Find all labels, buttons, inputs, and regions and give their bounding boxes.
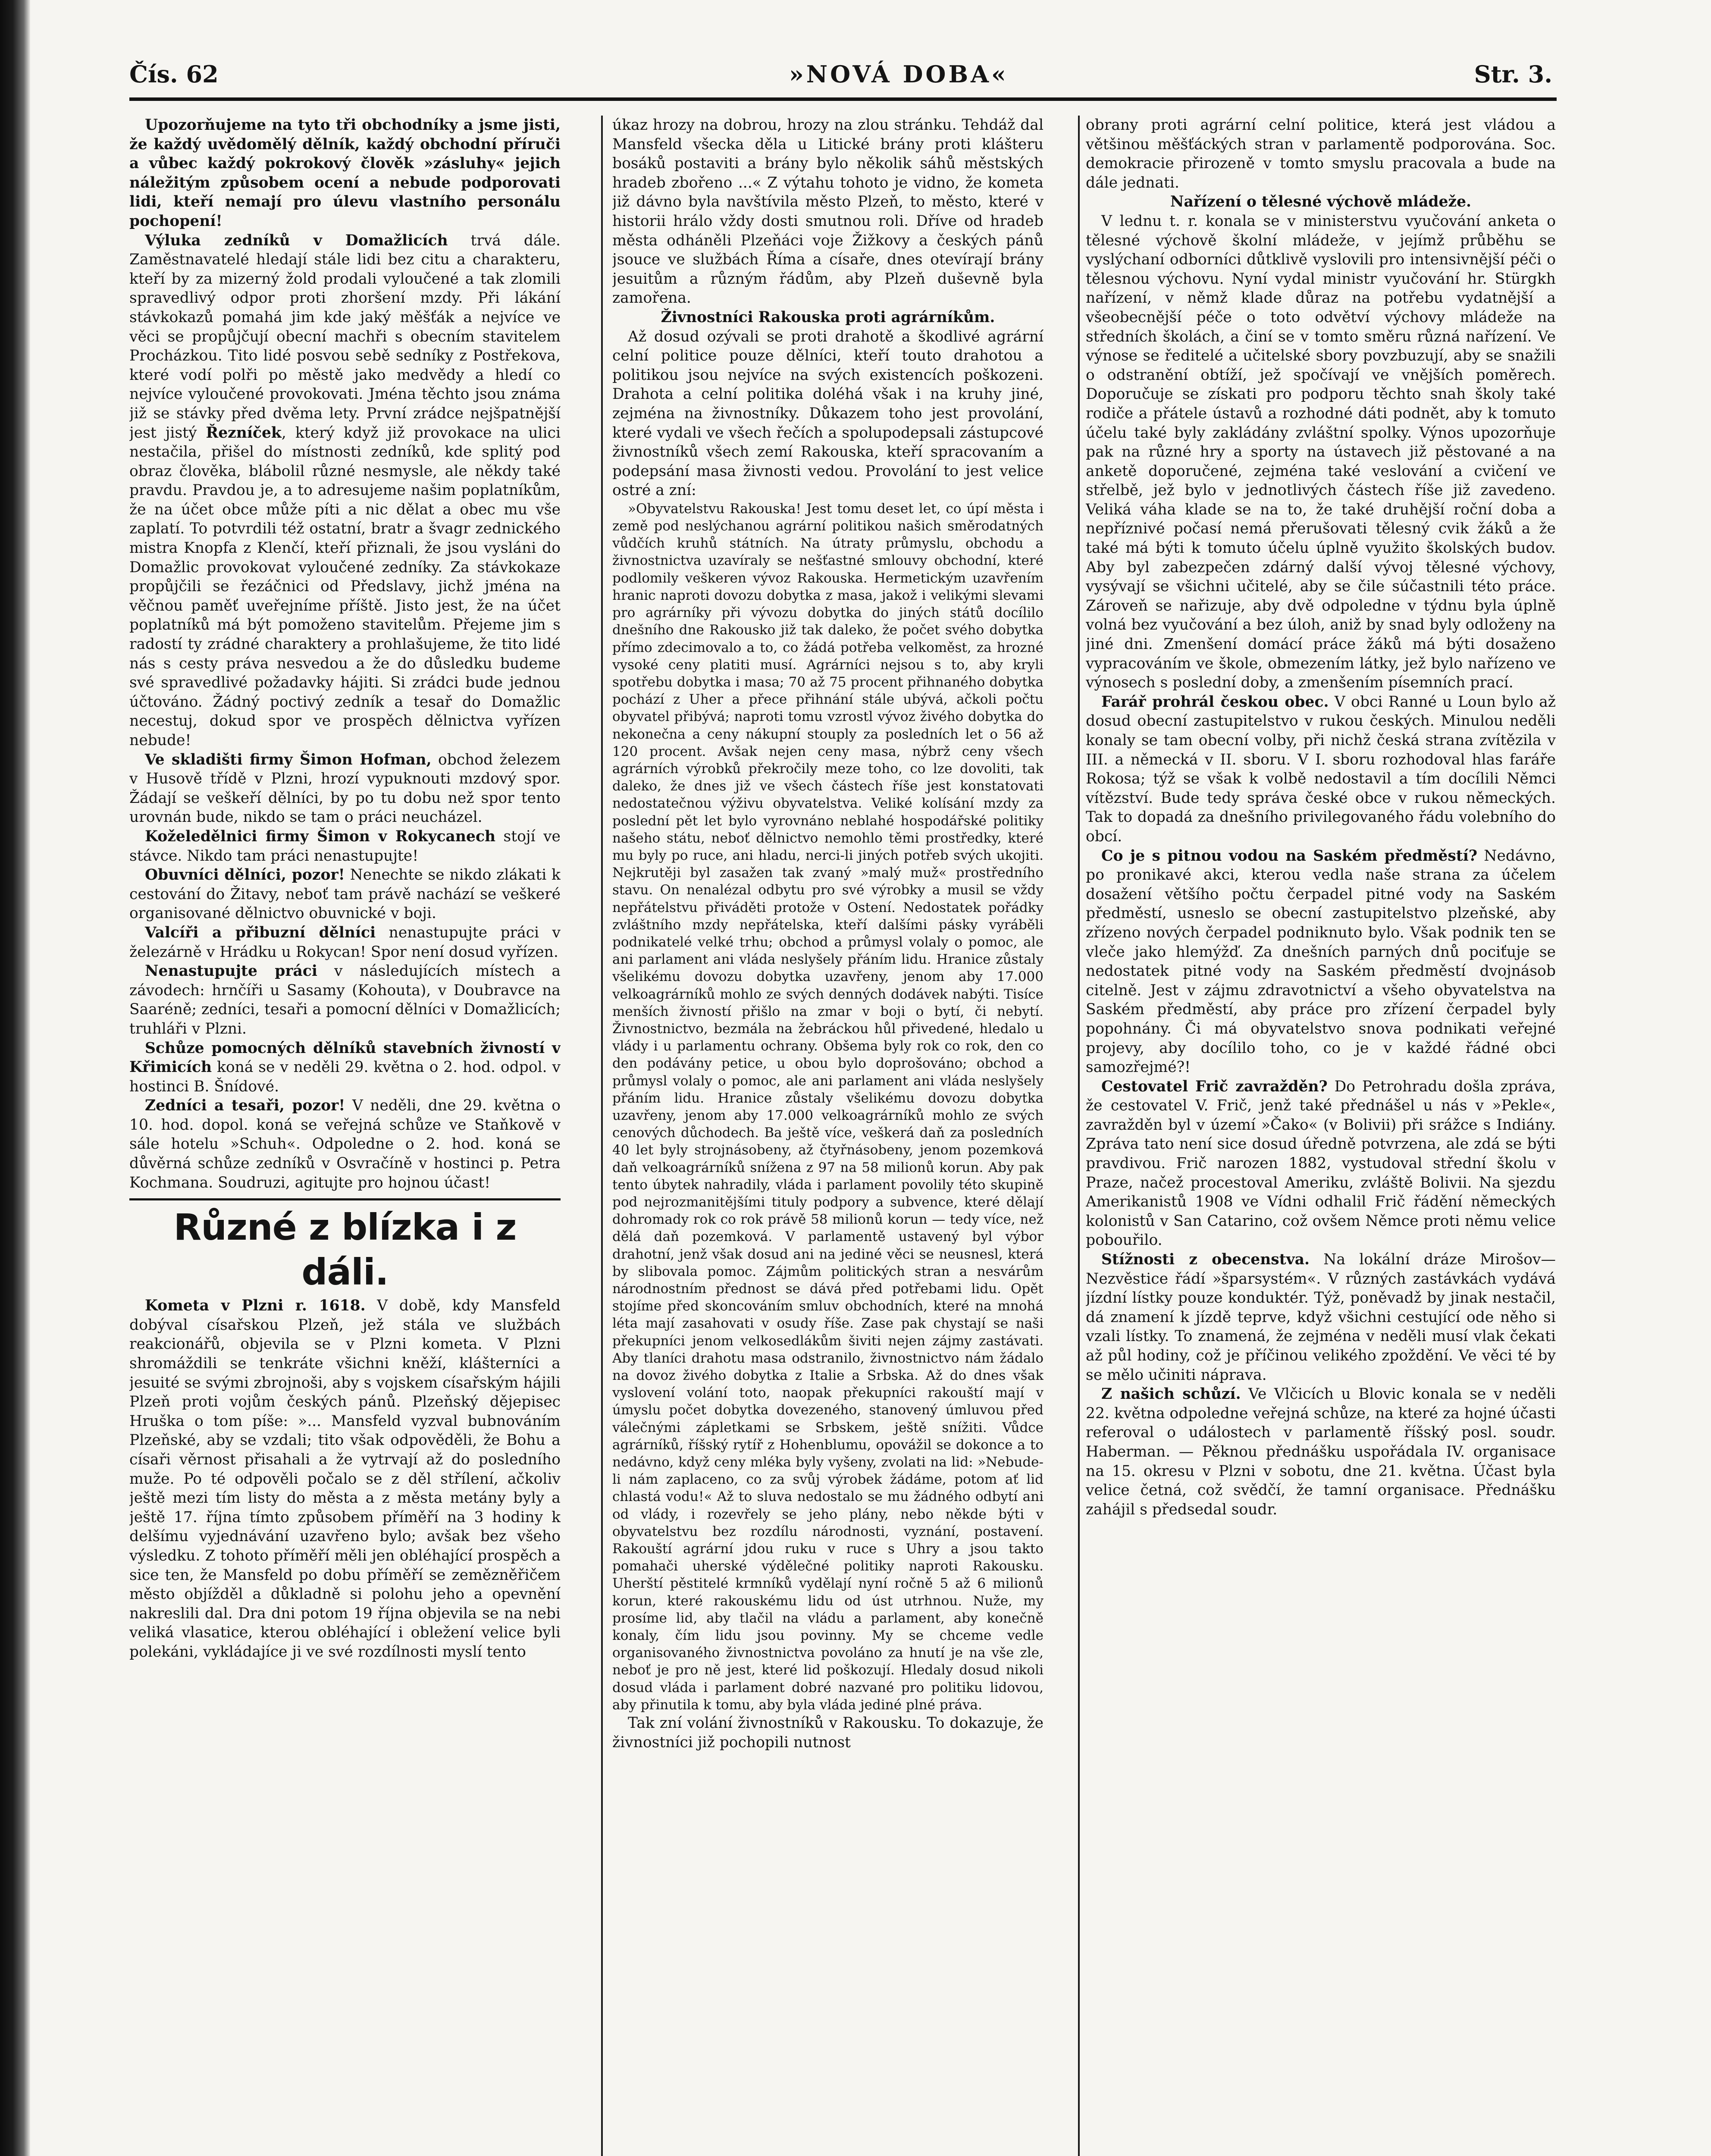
article-headline: Stížnosti z obecenstva. — [1101, 1251, 1310, 1269]
page-number: Str. 3. — [1474, 60, 1552, 88]
article-headline: Koželedělnici firmy Šimon v Rokycanech — [145, 827, 496, 845]
article-paragraph: obrany proti agrární celní politice, která jest vládou a většinou měšťáckých stran v parlamentě podporována. Soc. demokracie přirozeně v tomto smyslu pracovala a bude na dále jednati. — [1086, 116, 1556, 191]
article-paragraph: Nenastupujte práci v následujících místech a závodech: hrnčíři u Sasamy (Kohouta), v Doubravce na Saaréně; zedníci, tesaři a pomocní dělníci v Domažlicích; truhláři v Plzni. — [129, 962, 561, 1037]
article-headline: Obuvníci dělníci, pozor! — [145, 866, 345, 884]
article-paragraph: Z našich schůzí. Ve Vlčicích u Blovic konala se v neděli 22. května odpoledne veřejná schůze, na které za hojné účasti referoval o událostech v parlamentě říšský posl. soudr. Haberman. — Pěknou přednášku uspořádala IV. organisace na 15. okresu v Plzni v sobotu, dne 21. května. Účast byla velice četná, což svědčí, že tamní organisace. Přednášku zahájil s předsedal soudr. — [1086, 1385, 1556, 1518]
article-headline: Nenastupujte práci — [145, 962, 317, 980]
article-headline: Živnostníci Rakouska proti agrárníkům. — [661, 308, 995, 326]
article-paragraph: Valcíři a přibuzní dělníci nenastupujte práci v železárně v Hrádku u Rokycan! Spor není dosud vyřízen. — [129, 924, 561, 961]
column-2 — [612, 116, 1044, 2156]
page-header — [129, 60, 1552, 95]
article-paragraph: Obuvníci dělníci, pozor! Nenechte se nikdo zlákati k cestování do Žitavy, neboť tam právě nachází se veškeré organisované dělnictvo obuvnické v boji. — [129, 866, 561, 922]
article-headline: Z našich schůzí. — [1101, 1385, 1241, 1403]
article-headline: Nařízení o tělesné výchově mládeže. — [1170, 193, 1472, 211]
article-headline: Výluka zedníků v Domažlicích — [145, 232, 448, 249]
article-paragraph: V lednu t. r. konala se v ministerstvu vyučování anketa o tělesné výchově školní mládeže, v jejímž průběhu se vyslýchaní odborníci důtklivě vyslovili pro intensivnější péči o tělesnou výchovu. Nyní vydal ministr vyučování hr. Stürgkh nařízení, v němž klade důraz na potřebu vydatnější a všeobecnější péče o toto odvětví výchovy mládeže na středních školách, a činí se v tomto směru různá nařízení. Ve výnose se ředitelé a učitelské sbory povzbuzují, aby se snažili o odstranění obtíží, jež spočívají ve vnějších poměrech. Doporučuje se získati pro podporu těchto snah školy také rodiče a přátele ústavů a rozhodné dáti podnět, aby k tomuto účelu také byly zakládány zvláštní spolky. Výnos upozorňuje pak na různé hry a sporty na ústavech již pěstované a na anketě doporučené, zejména také veslování a cvičení ve střelbě, jež bylo v jednotlivých částech říše již zavedeno. Veliká váha klade se na to, že také druhější roční doba a nepříznivé počasí nemá přerušovati tělesný cvik žáků a že také má býti k tomuto účelu úplně využito školských budov. Aby byl zabezpečen zdárný další vývoj tělesné výchovy, vysývají se všichni učitelé, aby se čile súčastnili této práce. Zároveň se nařizuje, aby dvě odpoledne v týdnu byla úplně volná bez vyučování a bez úloh, aniž by snad byly odloženy na jiné dni. Zmenšení domácí práce žáků má býti dosaženo vypracováním ve škole, obmezením látky, jež bylo nařízeno ve výnosech s poslední doby, a zmenšením písemních prací. — [1086, 212, 1556, 692]
article-headline: Co je s pitnou vodou na Saském předměstí? — [1101, 847, 1478, 865]
scan-binding-edge — [0, 0, 30, 2156]
article-paragraph: úkaz hrozy na dobrou, hrozy na zlou stránku. Tehdáž dal Mansfeld všecka děla u Litické brány proti klášteru bosáků postaviti a brány bylo několik sáhů městských hradeb zbořeno ...« Z výtahu tohoto je vidno, že kometa již dávno byla navštívila město Plzeň, to město, které v historii hrálo vždy dosti smutnou roli. Dříve od hradeb města odháněli Plzeňáci voje Žižkovy a českých pánů jsouce ve službách Říma a císaře, dnes otevírají brány jesuitům a různým řádům, aby Plzeň duševně byla zamořena. — [612, 116, 1044, 307]
article-paragraph: Výluka zedníků v Domažlicích trvá dále. Zaměstnavatelé hledají stále lidi bez citu a charakteru, kteří by za mizerný žold prodali vyloučené a tak zlomili spravedlivý odpor proti zhoršení mzdy. Při lákání stávkokazů pomahá jim kde jaký měšťák a nejvíce ve věci se propůjčují obecní machři s obecním stavitelem Procházkou. Tito lidé posvou sebě sedníky z Postřekova, které vodí polři po městě jako medvědy a hledí co nejvíce vyloučené provokovati. Jména těchto jsou známa již se stávky před dvěma lety. První zrádce nejšpatnější jest jistý Řezníček, který když již provokace na ulici nestačila, přišel do místnosti zedníků, kde splitý pod obraz člověka, blábolil různé nesmysle, ale někdy také pravdu. Pravdou je, a to adresujeme našim poplatníkům, že na účet obce může píti a nic dělat a obec mu vše zaplatí. To potvrdili též ostatní, bratr a švagr zednického mistra Knopfa z Klenčí, kteří přiznali, že jsou vysláni do Domažlic provokovat vyloučené zedníky. Za stávkokaze propůjčili se řezáčnici od Předslavy, jichž jména na věčnou paměť uveřejníme příště. Jisto jest, že na účet poplatníků má být pomoženo stavitelům. Přejeme jim s radostí ty zrádné charaktery a prohlašujeme, že tito lidé nás s cesty práva nesvedou a že do důsledku budeme své spravedlivé požadavky hájiti. Si zrádci bude jednou účtováno. Žádný poctivý zedník a tesař do Domažlic necestuj, dokud spor ve prospěch dělnictva vyřízen nebude! — [129, 232, 561, 749]
article-paragraph: Co je s pitnou vodou na Saském předměstí? Nedávno, po pronikavé akci, kterou vedla naše strana za účelem dosažení většího počtu čerpadel pitné vody na Saském předměstí, usneslo se obecní zastupitelstvo plzeňské, aby zřízeno nových čerpadel podniknuto bylo. Však podnik ten se vleče jako hlemýžď. Za dnešních parných dnů pociťuje se nedostatek pitné vody na Saském předměstí dvojnásob citelně. Jest v zájmu zdravotnictví a všeho obyvatelstva na Saském předměstí, aby práce pro zřízení čerpadel byly popohnány. Či má obyvatelstvo snova podnikati veřejné projevy, aby docílilo toho, co je v každé řádné obci samozřejmé?! — [1086, 847, 1556, 1076]
article-paragraph: Cestovatel Frič zavražděn? Do Petrohradu došla zpráva, že cestovatel V. Frič, jenž také přednášel u nás v »Pekle«, zavražděn byl v území »Čako« (v Bolivii) při srážce s Indiány. Zpráva tato není sice dosud úředně potvrzena, ale zdá se býti pravdivou. Frič narozen 1882, vystudoval střední školu v Praze, načež procestoval Ameriku, zvláště Bolivii. Na sjezdu Amerikanistů 1908 ve Vídni odhalil Frič řádění německých kolonistů v San Catarino, což ovšem Němce proti němu velice pobouřilo. — [1086, 1078, 1556, 1249]
article-paragraph: Farář prohrál českou obec. V obci Ranné u Loun bylo až dosud obecní zastupitelstvo v rukou českých. Minulou neděli konaly se tam obecní volby, při nichž česká strana zvítězila v III. a německá v II. sboru. V I. sboru rozhodoval hlas faráře Rokosa; týž se však k volbě nedostavil a tím docílili Němci vítězství. Bude tedy správa české obce v rukou německých. Tak to dopadá za dnešního privilegovaného řádu volebního do obcí. — [1086, 693, 1556, 845]
article-headline: Zedníci a tesaři, pozor! — [145, 1097, 345, 1115]
article-paragraph: Kometa v Plzni r. 1618. V době, kdy Mansfeld dobýval císařskou Plzeň, jež stála ve službách reakcionářů, objevila se v Plzni kometa. V Plzni shromáždili se tenkráte všichni kněží, klášterníci a jesuité se svými zbrojnoši, aby s vojskem císařským hájili Plzeň proti vojům českých pánů. Plzeňský dějepisec Hruška o tom píše: »... Mansfeld vyzval bubnováním Plzeňské, aby se vzdali; tito však odpověděli, že Bohu a císaři věrnost přisahali a že vytrvají až do posledního muže. Po té odpověli počalo se z děl střílení, ačkoliv ještě mezi tím listy do města a z města metány byly a ještě 17. října tímto způsobem příměří na 3 hodiny k delšímu vyjednávání uzavřeno bylo; avšak bez všeho výsledku. Z tohoto příměří měli jen obléhající prospěch a sice ten, že Mansfeld po dobu příměří se zemězněřičem město objížděl a důkladně si polohu jeho a opevnění nakreslili dal. Dra dni potom 19 října objevila se na nebi veliká vlasatice, kterou obléhající i obležení velice byli polekáni, vykládajíce ji ve své rozdílnosti myslí tento — [129, 1297, 561, 1661]
issue-number: Čís. 62 — [129, 60, 219, 88]
column-divider — [601, 116, 603, 2156]
newspaper-title: »NOVÁ DOBA« — [789, 60, 1009, 88]
article-paragraph: Až dosud ozývali se proti drahotě a škodlivé agrární celní politice pouze dělníci, kteří touto drahotou a politikou jsou nejvíce na svých existencích poškozeni. Drahota a celní politika doléhá však i na kruhy jiné, zejména na živnostníky. Důkazem toho jest provolání, které vydali ve všech řečích a spolupodepsali zástupcové živnostníků všech zemí Rakouska, kteří spracovaním a podepsání masa živnosti vedou. Provolání to jest velice ostré a zní: — [612, 328, 1044, 499]
article-paragraph: Ve skladišti firmy Šimon Hofman, obchod železem v Husově třídě v Plzni, hrozí vypuknouti mzdový spor. Žádají se veškeří dělníci, by po tu dobu než spor tento urovnán bude, nikdo se tam o práci neucházel. — [129, 751, 561, 826]
column-1 — [129, 116, 561, 2156]
column-3 — [1086, 116, 1556, 2156]
article-headline: Schůze pomocných dělníků stavebních živností v Křimicích — [129, 1039, 561, 1076]
article-paragraph: Tak zní volání živnostníků v Rakousku. To dokazuje, že živnostníci již pochopili nutnost — [612, 1714, 1044, 1751]
column-divider — [1078, 116, 1080, 2156]
article-paragraph: Schůze pomocných dělníků stavebních živností v Křimicích koná se v neděli 29. května o 2. hod. odpol. v hostinci B. Šnídové. — [129, 1039, 561, 1095]
article-paragraph: »Obyvatelstvu Rakouska! Jest tomu deset let, co úpí města i země pod neslýchanou agrární politikou našich směrodatných vůdčích kruhů státních. Na útraty průmyslu, obchodu a živnostnictva uzavíraly se nešťastné smlouvy obchodní, které podlomily veškeren vývoz Rakouska. Hermetickým uzavřením hranic naproti dovozu dobytka z masa, jakož i velikými slevami pro agrárníky při vývozu dobytka do jiných států docílilo dnešního dne Rakousko již tak daleko, že počet svého dobytka přímo zdecimovalo a to, co žádá potřeba velkoměst, za hrozné vysoké ceny platiti musí. Agrárníci nejsou s to, aby kryli spotřebu dobytka i masa; 70 až 75 procent přihnaného dobytka pochází z Uher a přece přihnání stále ubývá, ačkoli počtu obyvatel přibývá; naproti tomu vzrostl vývoz živého dobytka do nekonečna a ceny nákupní stouply za posledních let o 56 až 120 procent. Avšak nejen ceny masa, nýbrž ceny všech agrárních výrobků překročily meze toho, co lze dovoliti, tak daleko, že dnes již ve všech částech říše jest konstatovati nedostatečnou výživu obyvatelstva. Veliké kolísání mzdy za poslední pět let bylo vyrovnáno neblahé hospodářské politiky našeho státu, neboť dělnictvo nemohlo těmi prostředky, které mu byly po ruce, ani hladu, nerci-li jiných potřeb svých ukojiti. Nejkrutěji byl zasažen tak zvaný »malý muž« prostředního stavu. On nenalézal odbytu pro své výrobky a musil se vždy nepřátelstvu přiváděti protože v Ostení. Nedostatek pořádky zvláštního mzdy nepřátelska, kteří dalšími pásky vyráběli podnikatelé velké trhu; obchod a průmysl volaly o pomoc, ale ani parlament ani vláda neslyšely přáním lidu. Hranice zůstaly všelikému dovozu dobytka uzavřeny, jenom aby 17.000 velkoagrárníků mohlo ze svých denných dodávek nabýti. Tisíce menších živností přišlo na zmar v boji o bytí, či nebytí. Živnostnictvo, bezmála na žebráckou hůl přivedené, hledalo u vlády i u parlamentu ochrany. Obšema byly rok co rok, den co den podávány petice, u obou bylo doprošováno; obchod a průmysl volaly o pomoc, ale ani parlament ani vláda neslyšely přáním lidu. Hranice zůstaly všelikému dovozu dobytka uzavřeny, jenom aby 17.000 velkoagrárníků mohlo ze svých cenových důchodech. Ba ještě více, veškerá daň za posledních 40 let byly strojnásobeny, až čtyřnásobeny, jenom pozemková daň velkoagrárníků snížena z 97 na 58 milionů korun. Aby pak tento úbytek nahradily, vláda i parlament povolily této skupině pod nejrozmanitějšími tituly podpory a subvence, které dělají dohromady rok co rok právě 58 milionů korun — tedy více, než dělá daň pozemková. V parlamentě ustavený byl výbor drahotní, jenž však dosud ani na jediné věci se neusnesl, která by slibovala pomoc. Zájmům politických stran a nesvárům národnostním přednost se dává před potřebami lidu. Opět stojíme před skoncováním smluv obchodních, které na mnohá léta mají zasahovati v osudy říše. Zase pak chystají se naši překupníci jenom velkosedlákům šiviti nejen zájmy zastávati. Aby tlaníci drahotu masa odstranilo, živnostnictvo nám žádalo na dovoz živého dobytka z Italie a Srbska. Až do dnes však vyslovení volání toto, naopak překupníci rakouští mají v úmyslu počet dobytka dovezeného, stanovený úmluvou před válečnými zápletkami se Srbskem, ještě snížiti. Vůdce agrárníků, říšský rytíř z Hohenblumu, opovážil se dokonce a to nedávno, když ceny mléka byly vyšeny, zvolati na lid: »Nebude-li nám zaplaceno, co za svůj výrobek žádáme, potom ať lid chlastá vodu!« Až to sluva nedostalo se mu žádného odbytí ani od vlády, i rozevřely se jeho plány, nebo někde býti v obyvatelstvu bez rozdílu národnosti, vyznání, postavení. Rakouští agrární jdou ruku v ruce s Uhry a jsou takto pomahači uherské výdělečné politiky naproti Rakousku. Uherští pěstitelé krmníků vydělají nyní ročně 5 až 6 milionů korun, které rakouskému lidu od úst utrhnou. Nuže, my prosíme lid, aby tlačil na vládu a parlament, aby konečně konaly, čím lidu jsou povinny. My se chceme vedle organisovaného živnostnictva povoláno za hnutí je na vše zle, neboť je pro ně jest, které lid poškozují. Hledaly dosud nikoli dosud vláda i parlament dobré nazvané pro politiku lidovou, aby přinutila k tomu, aby byla vláda jediné plné práva. — [612, 501, 1044, 1713]
article-paragraph: Upozorňujeme na tyto tři obchodníky a jsme jisti, že každý uvědomělý dělník, každý obchodní příruči a vůbec každý pokrokový člověk »zásluhy« jejich náležitým způsobem ocení a nebude podporovati lidi, kteří nemají pro úlevu vlastního personálu pochopení! — [129, 116, 561, 230]
article-paragraph: Koželedělnici firmy Šimon v Rokycanech stojí ve stávce. Nikdo tam práci nenastupujte! — [129, 827, 561, 865]
article-paragraph: Zedníci a tesaři, pozor! V neděli, dne 29. května o 10. hod. dopol. koná se veřejná schůze ve Staňkově v sále hotelu »Schuh«. Odpoledne o 2. hod. koná se důvěrná schůze zedníků v Osvračíně v hostinci p. Petra Kochmana. Soudruzi, agitujte pro hojnou účast! — [129, 1097, 561, 1191]
article-paragraph: Stížnosti z obecenstva. Na lokální dráze Mirošov—Nezvěstice řádí »šparsystém«. V různých zastávkách vydává jízdní lístky pouze konduktér. Týž, poněvadž by jinak nestačil, dá znamení k jízdě teprve, když všichni cestující ode něho si vzali lístky. To znamená, že zejména v neděli musí vlak čekati až půl hodiny, což je příčinou velikého zpoždění. Ve věci té by se mělo učiniti náprava. — [1086, 1251, 1556, 1384]
article-headline: Valcíři a přibuzní dělníci — [145, 924, 376, 941]
section-title: Různé z blízka i z dáli. — [173, 1206, 517, 1294]
header-rule — [129, 97, 1557, 101]
article-name: Řezníček — [206, 424, 282, 442]
article-headline: Kometa v Plzni r. 1618. — [145, 1297, 366, 1315]
article-headline: Cestovatel Frič zavražděn? — [1101, 1078, 1328, 1095]
article-headline: Farář prohrál českou obec. — [1101, 693, 1329, 711]
section-rule — [129, 1198, 561, 1200]
article-headline: Ve skladišti firmy Šimon Hofman, — [145, 751, 432, 768]
